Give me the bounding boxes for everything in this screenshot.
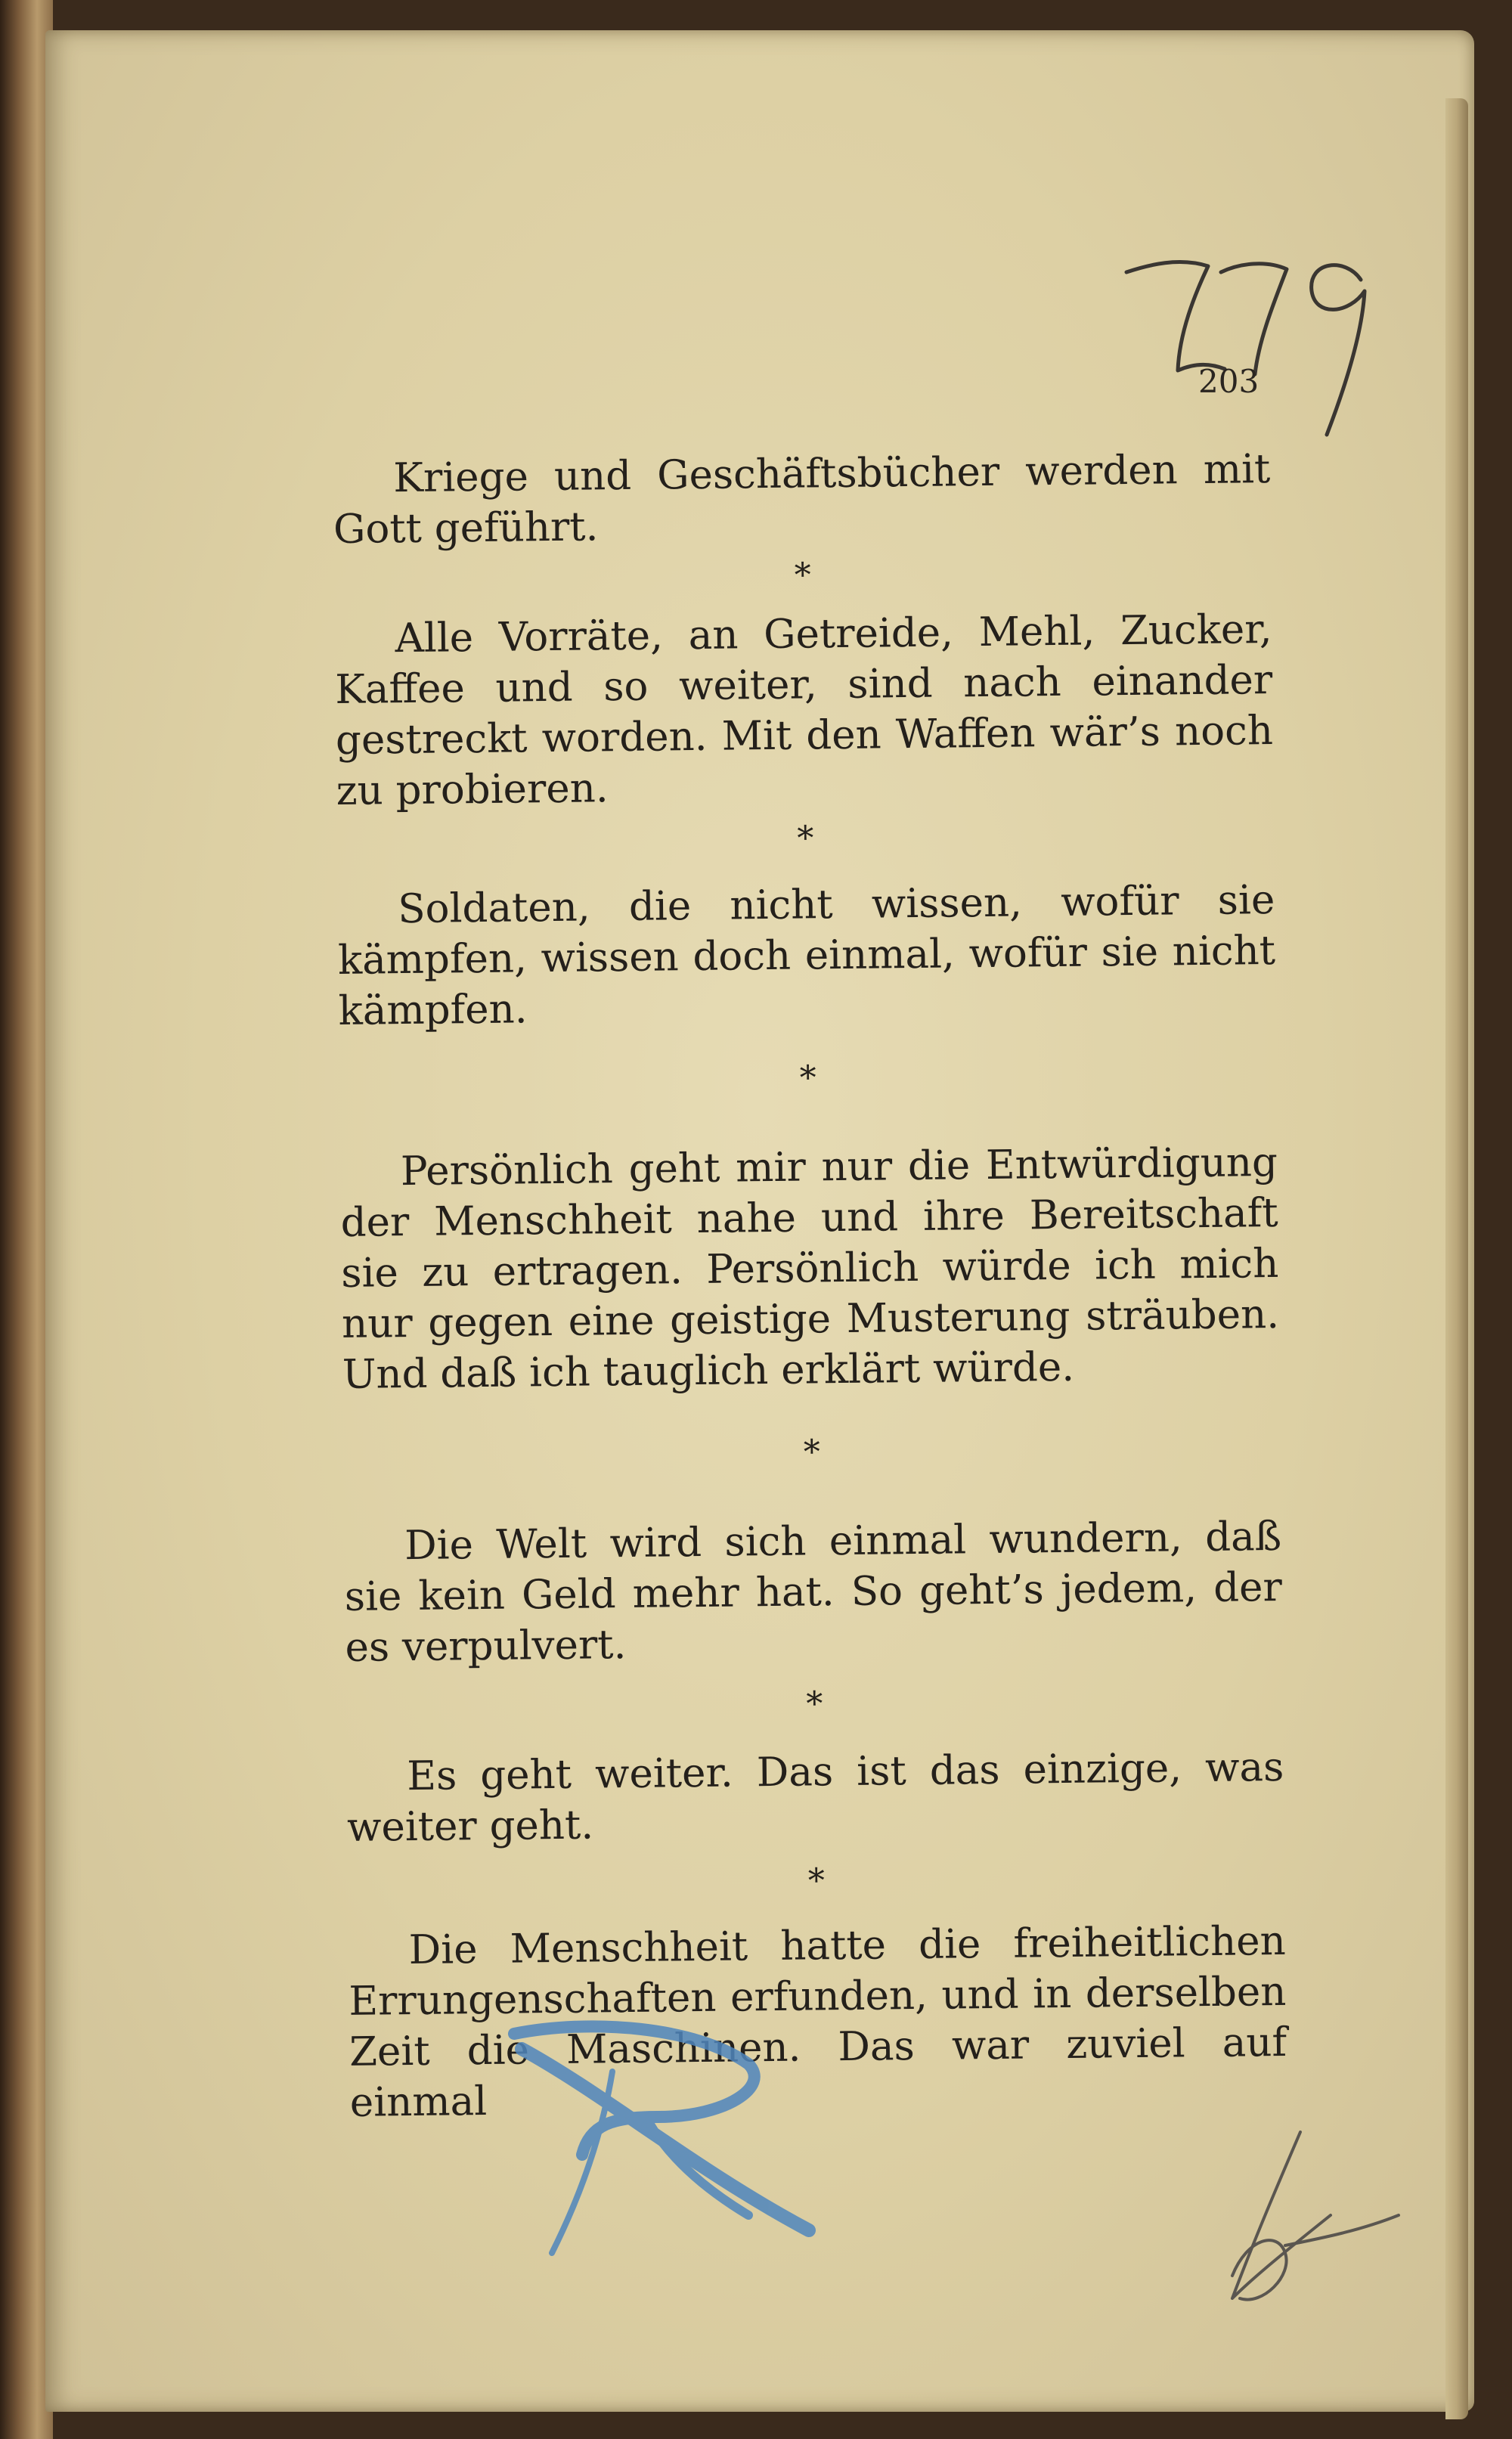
paragraph: Die Welt wird sich einmal wundern, daß sie kein Geld mehr hat. So geht’s jedem, der es verpulvert. (344, 1513, 1283, 1671)
aphorism-text-block (333, 444, 1287, 2128)
paragraph: Alle Vorräte, an Getreide, Mehl, Zucker, Kaffee und so weiter, sind nach einander gestreckt worden. Mit den Waffen wär’s noch zu probieren. (334, 606, 1274, 814)
paragraph: Kriege und Geschäftsbücher werden mit Gott geführt. (333, 446, 1271, 553)
separator-asterisk: * (806, 1684, 823, 1724)
separator-asterisk: * (799, 1058, 816, 1098)
separator-asterisk: * (794, 556, 811, 595)
separator-asterisk: * (803, 1433, 821, 1472)
handwritten-archive-number (1119, 249, 1391, 439)
separator-asterisk: * (807, 1861, 826, 1901)
paragraph: Die Menschheit hatte die freiheitlichen Errungenschaften erfunden, und in derselben Zeit die Maschinen. Das war zuviel auf einmal (349, 1917, 1287, 2126)
page-edge (1445, 98, 1468, 2419)
paragraph: Persönlich geht mir nur die Entwürdigung der Menschheit nahe und ihre Bereitschaft sie zu ertragen. Persönlich würde ich mich nur gegen eine geistige Musterung sträuben. Und daß ich tauglich erklärt würde. (340, 1139, 1280, 1398)
pencil-mark (1210, 2124, 1406, 2321)
page-number: 203 (1198, 363, 1259, 400)
paragraph: Es geht weiter. Das ist das einzige, was weiter geht. (346, 1743, 1284, 1851)
paragraph: Soldaten, die nicht wissen, wofür sie kämpfen, wissen doch einmal, wofür sie nicht kämpfen. (337, 876, 1276, 1034)
separator-asterisk: * (797, 819, 814, 858)
blue-crayon-mark (499, 2004, 847, 2261)
